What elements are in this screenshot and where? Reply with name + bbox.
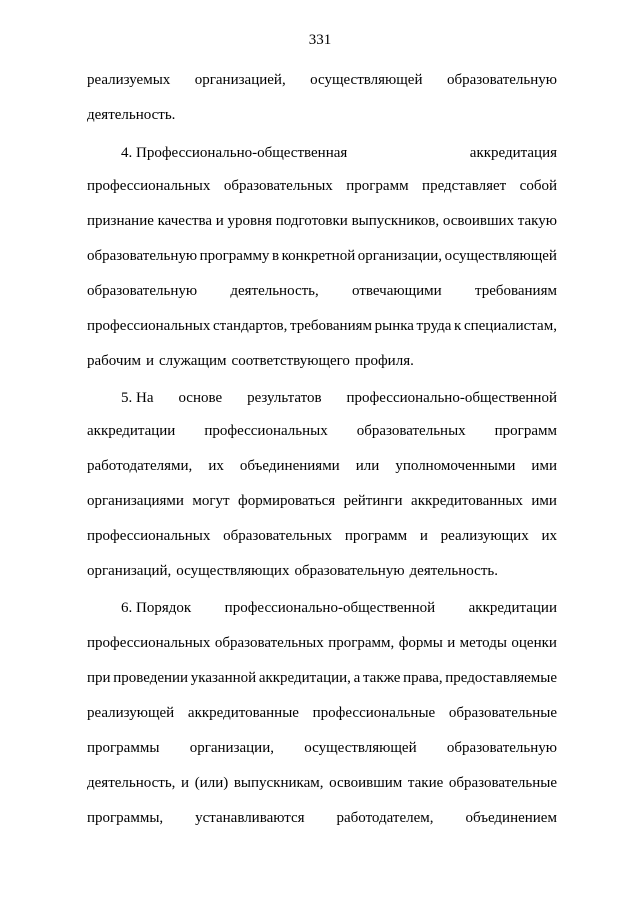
word: объединениями <box>239 458 340 474</box>
word: предоставляемые <box>445 670 557 686</box>
text-line <box>87 810 557 827</box>
word: стандартов, <box>212 318 288 334</box>
word: реализующей <box>87 705 175 721</box>
text-line <box>87 107 557 124</box>
word: освоившим <box>329 775 403 791</box>
word: а <box>353 670 361 686</box>
word: аккредитованных <box>411 493 523 509</box>
word: организациями <box>87 493 184 509</box>
word: такую <box>517 213 557 229</box>
word: признание <box>87 213 154 229</box>
page-number: 331 <box>308 32 332 48</box>
word: проведении <box>113 670 189 686</box>
word: деятельность. <box>87 107 176 123</box>
word: указанной <box>190 670 257 686</box>
word: аккредитации <box>87 423 176 439</box>
word: программ <box>344 528 408 544</box>
word: уполномоченными <box>395 458 516 474</box>
word: организацией, <box>194 72 286 88</box>
text-line <box>87 353 557 370</box>
word: ими <box>531 458 557 474</box>
word: рынка <box>374 318 414 334</box>
word: и <box>447 635 456 651</box>
word: выпускникам, <box>233 775 324 791</box>
text-line <box>87 705 557 722</box>
word: и <box>145 353 154 369</box>
text-line <box>87 563 557 580</box>
word: также <box>362 670 401 686</box>
word: образовательную <box>87 248 198 264</box>
word: их <box>208 458 224 474</box>
word: деятельность, <box>87 775 176 791</box>
word: образовательных <box>223 178 333 194</box>
word: могут <box>192 493 230 509</box>
word: объединением <box>465 810 557 826</box>
word: труда <box>416 318 452 334</box>
word: аккредитация <box>469 145 557 161</box>
word: или <box>355 458 380 474</box>
word: программу <box>199 248 270 264</box>
word: требованиям <box>289 318 372 334</box>
text-line <box>87 670 557 687</box>
text-line <box>87 72 557 89</box>
word: (или) <box>194 775 229 791</box>
word: профессиональных <box>204 423 328 439</box>
word: формы <box>398 635 443 651</box>
word: методы <box>459 635 507 651</box>
word: 6. Порядок <box>121 600 192 616</box>
word: результатов <box>247 390 322 406</box>
word: представляет <box>422 178 507 194</box>
word: профиля. <box>354 353 414 369</box>
word: профессионально-общественной <box>346 390 557 406</box>
word: программы <box>87 740 160 756</box>
word: служащим <box>159 353 227 369</box>
word: при <box>87 670 111 686</box>
word: программ, <box>328 635 395 651</box>
word: требованиям <box>474 283 557 299</box>
word: отвечающими <box>352 283 442 299</box>
word: к <box>454 318 462 334</box>
text-line <box>87 423 557 440</box>
word: образовательных <box>223 528 333 544</box>
word: формироваться <box>238 493 336 509</box>
word: подготовки <box>275 213 348 229</box>
text-line <box>87 178 557 195</box>
word: освоивших <box>442 213 515 229</box>
word: осуществляющей <box>304 740 417 756</box>
word: права, <box>403 670 443 686</box>
word: образовательные <box>448 775 557 791</box>
word: аккредитованные <box>187 705 299 721</box>
word: деятельность, <box>230 283 319 299</box>
text-line <box>121 600 557 617</box>
word: рейтинги <box>343 493 403 509</box>
word: аккредитации <box>468 600 557 616</box>
word: деятельность. <box>409 563 498 579</box>
word: осуществляющих <box>176 563 290 579</box>
text-line <box>87 458 557 475</box>
text-line <box>87 775 557 792</box>
word: и <box>181 775 190 791</box>
word: образовательные <box>448 705 557 721</box>
word: 5. На <box>121 390 154 406</box>
word: выпускников, <box>351 213 440 229</box>
word: такие <box>407 775 444 791</box>
word: конкретной <box>281 248 356 264</box>
word: осуществляющей <box>310 72 423 88</box>
word: аккредитации, <box>258 670 351 686</box>
text-line <box>87 213 557 230</box>
word: их <box>541 528 557 544</box>
word: организации, <box>357 248 443 264</box>
word: работодателями, <box>87 458 193 474</box>
word: рабочим <box>87 353 141 369</box>
word: работодателем, <box>336 810 434 826</box>
word: и <box>419 528 428 544</box>
word: профессиональных <box>87 528 211 544</box>
word: организации, <box>189 740 274 756</box>
word: 4. Профессионально-общественная <box>121 145 348 161</box>
word: образовательных <box>214 635 324 651</box>
word: качества <box>157 213 213 229</box>
word: и <box>215 213 224 229</box>
word: образовательных <box>356 423 466 439</box>
word: программ <box>494 423 557 439</box>
word: устанавливаются <box>195 810 305 826</box>
text-line <box>121 145 557 162</box>
word: образовательную <box>446 72 557 88</box>
text-line <box>87 318 557 335</box>
text-line <box>87 528 557 545</box>
word: уровня <box>227 213 273 229</box>
text-line <box>87 740 557 757</box>
word: образовательную <box>294 563 405 579</box>
word: соответствующего <box>231 353 350 369</box>
word: программы, <box>87 810 164 826</box>
text-line <box>87 635 557 652</box>
word: собой <box>519 178 557 194</box>
text-line <box>87 283 557 300</box>
word: реализуемых <box>87 72 171 88</box>
word: профессиональных <box>87 635 211 651</box>
word: профессиональных <box>87 318 211 334</box>
word: основе <box>178 390 223 406</box>
word: профессиональных <box>87 178 211 194</box>
word: организаций, <box>87 563 172 579</box>
word: в <box>271 248 280 264</box>
text-line <box>87 493 557 510</box>
word: образовательную <box>446 740 557 756</box>
text-line <box>87 248 557 265</box>
word: программ <box>346 178 409 194</box>
word: образовательную <box>87 283 198 299</box>
word: ими <box>531 493 557 509</box>
word: профессионально-общественной <box>224 600 436 616</box>
word: специалистам, <box>463 318 557 334</box>
text-line <box>121 390 557 407</box>
word: оценки <box>511 635 557 651</box>
word: профессиональные <box>312 705 436 721</box>
word: осуществляющей <box>444 248 557 264</box>
word: реализующих <box>440 528 529 544</box>
